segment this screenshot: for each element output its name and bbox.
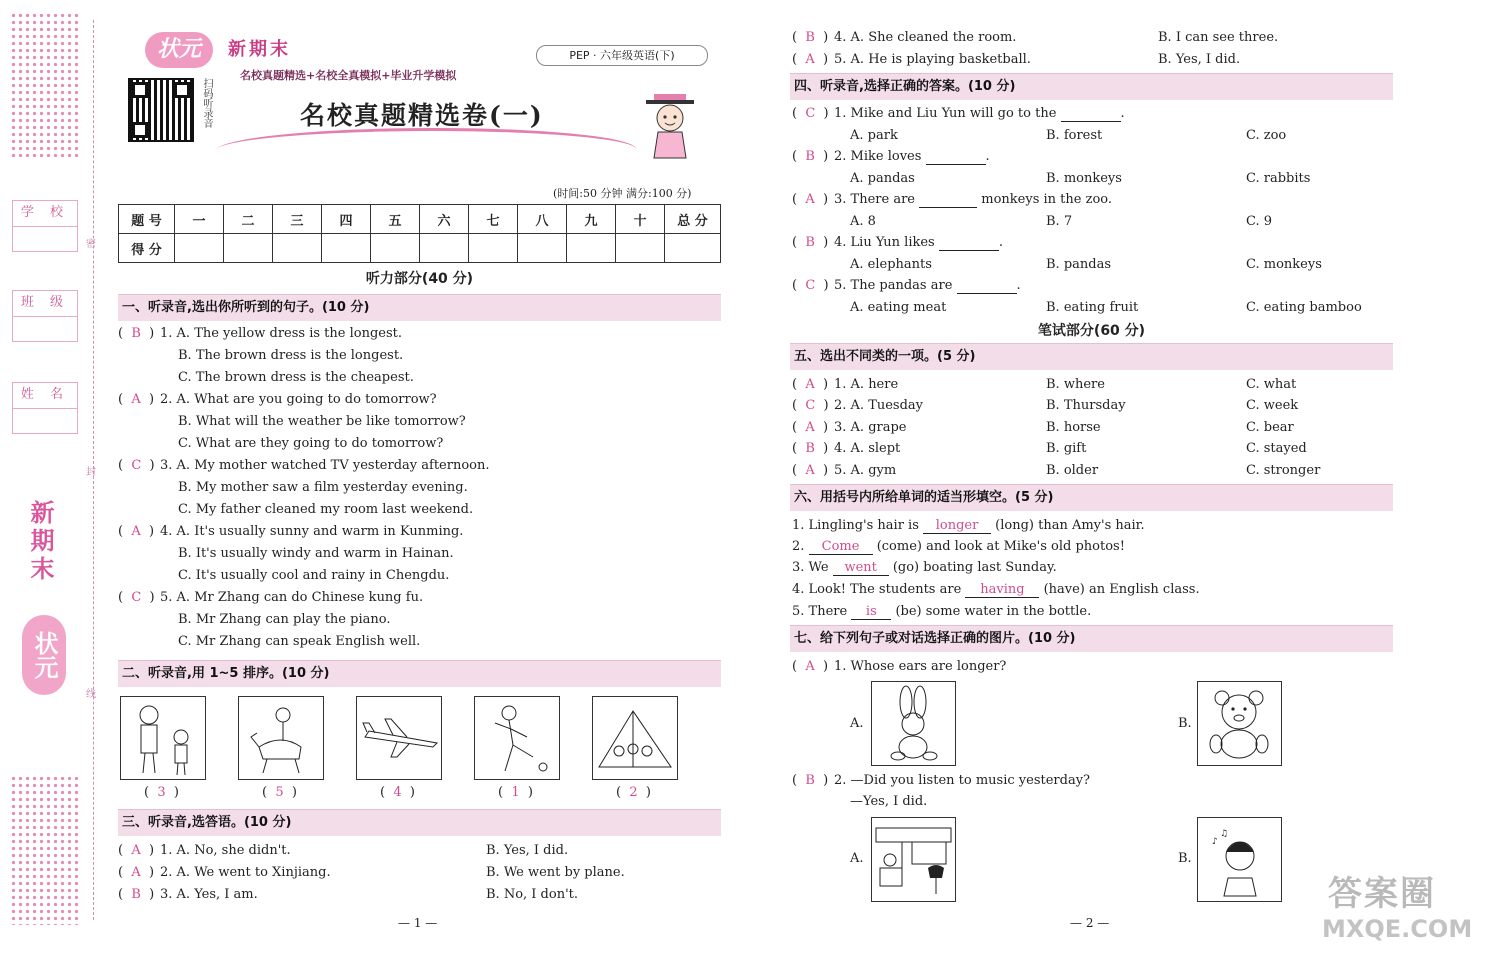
option: B. Thursday bbox=[1046, 398, 1126, 413]
option-line: C. What are they going to do tomorrow? bbox=[178, 436, 444, 451]
score-input[interactable] bbox=[567, 234, 616, 263]
fill-row bbox=[792, 539, 1125, 555]
option-a: 1. A. No, she didn't. bbox=[160, 843, 291, 858]
vertical-brand: 新期末 bbox=[26, 500, 54, 584]
fill-row bbox=[792, 604, 1091, 620]
brand-title: 新期末 bbox=[228, 39, 291, 60]
seal-mark-3: 线 bbox=[86, 689, 96, 700]
question-row: ( B ) bbox=[118, 326, 155, 341]
option: B. eating fruit bbox=[1046, 300, 1139, 315]
option: B. forest bbox=[1046, 128, 1103, 143]
score-cell: 八 bbox=[518, 205, 567, 234]
score-value-row bbox=[119, 234, 721, 263]
class-field[interactable] bbox=[12, 290, 78, 342]
picture-label-a: A. bbox=[850, 716, 864, 731]
option-line: C. My father cleaned my room last weekend. bbox=[178, 502, 474, 517]
answer-mark: A bbox=[131, 392, 141, 407]
order-answer: ( 3 ) bbox=[144, 785, 179, 800]
option-line: 3. A. My mother watched TV yesterday afternoon. bbox=[160, 458, 490, 473]
order-number: 3 bbox=[157, 785, 166, 800]
score-cell: 七 bbox=[469, 205, 518, 234]
option-line: B. It's usually windy and warm in Hainan. bbox=[178, 546, 454, 561]
fill-row bbox=[792, 518, 1145, 534]
score-input[interactable] bbox=[322, 234, 371, 263]
teddy-bear-icon[interactable] bbox=[1197, 681, 1282, 766]
answer-mark: A bbox=[805, 192, 815, 207]
watermark-url: MXQE.COM bbox=[1322, 915, 1473, 943]
question-row: ( C ) bbox=[792, 106, 829, 121]
option: C. 9 bbox=[1246, 214, 1273, 229]
logo-badge: 状元 bbox=[145, 32, 213, 68]
name-field[interactable] bbox=[12, 382, 78, 434]
option-line: C. It's usually cool and rainy in Chengdu. bbox=[178, 568, 450, 583]
picture-label-b: B. bbox=[1178, 716, 1192, 731]
answer-mark: A bbox=[805, 420, 815, 435]
option: 1. A. here bbox=[834, 377, 899, 392]
section-5-header: 五、选出不同类的一项。(5 分) bbox=[790, 343, 1393, 370]
score-cell: 二 bbox=[224, 205, 273, 234]
score-input[interactable] bbox=[469, 234, 518, 263]
score-input[interactable] bbox=[175, 234, 224, 263]
tent-camping-icon[interactable] bbox=[592, 696, 678, 780]
question-text bbox=[834, 106, 1125, 122]
order-number: 4 bbox=[393, 785, 402, 800]
option: C. week bbox=[1246, 398, 1299, 413]
written-part-title: 笔试部分(60 分) bbox=[1037, 323, 1146, 339]
option: A. pandas bbox=[850, 171, 915, 186]
answer-mark: A bbox=[805, 463, 815, 478]
question-row: ( A ) bbox=[792, 463, 829, 478]
blank[interactable] bbox=[926, 149, 986, 165]
option-b: B. We went by plane. bbox=[486, 865, 625, 880]
section-7-header: 七、给下列句子或对话选择正确的图片。(10 分) bbox=[790, 625, 1393, 652]
question-tail: . bbox=[998, 235, 1003, 250]
option-line: 5. A. Mr Zhang can do Chinese kung fu. bbox=[160, 590, 424, 605]
question-row: ( A ) bbox=[792, 659, 829, 674]
score-input[interactable] bbox=[224, 234, 273, 263]
question-stem: 5. The pandas are bbox=[834, 278, 953, 293]
question-tail: . bbox=[1016, 278, 1021, 293]
score-cell: 三 bbox=[273, 205, 322, 234]
section-1-header: 一、听录音,选出你所听到的句子。(10 分) bbox=[118, 294, 721, 321]
girl-playing-icon[interactable] bbox=[474, 696, 560, 780]
fill-suffix: (be) some water in the bottle. bbox=[895, 604, 1092, 619]
question-row: ( C ) bbox=[118, 458, 155, 473]
listening-part-title: 听力部分(40 分) bbox=[365, 271, 474, 287]
question-row: ( C ) bbox=[118, 590, 155, 605]
option: C. what bbox=[1246, 377, 1297, 392]
boy-listening-music-icon[interactable] bbox=[1197, 817, 1282, 902]
fill-row bbox=[792, 560, 1057, 576]
option: B. monkeys bbox=[1046, 171, 1122, 186]
answer-mark: B bbox=[805, 773, 815, 788]
option-b: B. I can see three. bbox=[1158, 30, 1279, 45]
seal-mark-2: 封 bbox=[86, 467, 96, 478]
section-2-header: 二、听录音,用 1~5 排序。(10 分) bbox=[118, 660, 721, 687]
question-row: ( A ) bbox=[792, 192, 829, 207]
answer-mark: C bbox=[131, 590, 142, 605]
blank[interactable] bbox=[919, 192, 977, 208]
fill-suffix: (have) an English class. bbox=[1043, 582, 1200, 597]
question-tail: monkeys in the zoo. bbox=[981, 192, 1113, 207]
fill-prefix: 1. Lingling's hair is bbox=[792, 518, 919, 533]
option-a: 2. A. We went to Xinjiang. bbox=[160, 865, 331, 880]
school-label: 学 校 bbox=[13, 201, 77, 227]
question-row: ( B ) bbox=[792, 773, 829, 788]
option: B. horse bbox=[1046, 420, 1101, 435]
order-number: 1 bbox=[511, 785, 520, 800]
fill-answer[interactable]: Come bbox=[809, 539, 873, 555]
title-swoosh bbox=[216, 128, 644, 150]
exam-title: 名校真题精选卷(一) bbox=[300, 101, 544, 130]
fill-prefix: 3. We bbox=[792, 560, 829, 575]
fill-prefix: 2. bbox=[792, 539, 805, 554]
option: 5. A. gym bbox=[834, 463, 897, 478]
question-row: ( A ) bbox=[118, 392, 155, 407]
question-row: ( B ) bbox=[118, 887, 155, 902]
option: B. 7 bbox=[1046, 214, 1073, 229]
score-cell: 十 bbox=[616, 205, 665, 234]
answer-mark: A bbox=[131, 524, 141, 539]
option-b: B. No, I don't. bbox=[486, 887, 579, 902]
question-row: ( B ) bbox=[792, 441, 829, 456]
name-label: 姓 名 bbox=[13, 383, 77, 409]
question-tail: . bbox=[1120, 106, 1125, 121]
option-b: B. Yes, I did. bbox=[1158, 52, 1241, 67]
question-text bbox=[834, 235, 1003, 251]
fill-prefix: 5. There bbox=[792, 604, 848, 619]
answer-mark: A bbox=[805, 377, 815, 392]
score-table bbox=[118, 204, 721, 263]
option: B. pandas bbox=[1046, 257, 1112, 272]
fill-answer[interactable]: is bbox=[851, 604, 891, 620]
svg-text:♪: ♪ bbox=[1212, 837, 1218, 847]
score-cell: 总 分 bbox=[665, 205, 721, 234]
question-row: ( B ) bbox=[792, 30, 829, 45]
score-header-row bbox=[119, 205, 721, 234]
option: 3. A. grape bbox=[834, 420, 907, 435]
question-row: ( C ) bbox=[792, 398, 829, 413]
score-input[interactable] bbox=[518, 234, 567, 263]
score-input[interactable] bbox=[616, 234, 665, 263]
option: C. bear bbox=[1246, 420, 1294, 435]
question-text bbox=[834, 192, 1112, 208]
option: B. where bbox=[1046, 377, 1105, 392]
option-line: B. What will the weather be like tomorrow? bbox=[178, 414, 466, 429]
decor-dots-top bbox=[10, 12, 82, 157]
option: C. zoo bbox=[1246, 128, 1287, 143]
option: C. rabbits bbox=[1246, 171, 1311, 186]
option: 2. A. Tuesday bbox=[834, 398, 924, 413]
girl-on-horse-icon[interactable] bbox=[238, 696, 324, 780]
section-6-header: 六、用括号内所给单词的适当形填空。(5 分) bbox=[790, 484, 1393, 511]
option-a: 4. A. She cleaned the room. bbox=[834, 30, 1017, 45]
mascot-icon bbox=[640, 92, 700, 160]
answer-mark: B bbox=[131, 326, 141, 341]
option-line: B. My mother saw a film yesterday evening. bbox=[178, 480, 468, 495]
option-b: B. Yes, I did. bbox=[486, 843, 569, 858]
order-answer: ( 4 ) bbox=[380, 785, 415, 800]
question-row: ( C ) bbox=[792, 278, 829, 293]
blank[interactable] bbox=[1061, 106, 1121, 122]
fill-suffix: (go) boating last Sunday. bbox=[892, 560, 1057, 575]
option: C. monkeys bbox=[1246, 257, 1322, 272]
watermark-text: 答案圈 bbox=[1328, 874, 1436, 914]
qr-code[interactable] bbox=[128, 78, 194, 142]
rabbit-toy-icon[interactable] bbox=[871, 681, 956, 766]
blank[interactable] bbox=[939, 235, 999, 251]
seal-mark-1: 密 bbox=[86, 239, 96, 250]
time-info: (时间:50 分钟 满分:100 分) bbox=[553, 187, 692, 200]
option: C. stronger bbox=[1246, 463, 1321, 478]
option: B. gift bbox=[1046, 441, 1087, 456]
option: C. stayed bbox=[1246, 441, 1307, 456]
option: C. eating bamboo bbox=[1246, 300, 1362, 315]
fill-suffix: (come) and look at Mike's old photos! bbox=[876, 539, 1125, 554]
option-line: B. The brown dress is the longest. bbox=[178, 348, 404, 363]
question-row: ( A ) bbox=[118, 524, 155, 539]
class-label: 班 级 bbox=[13, 291, 77, 317]
answer-mark: C bbox=[805, 106, 816, 121]
page-number: — 2 — bbox=[1070, 916, 1110, 930]
score-cell: 题 号 bbox=[119, 205, 175, 234]
score-input[interactable] bbox=[371, 234, 420, 263]
question-row: ( A ) bbox=[792, 52, 829, 67]
option: B. older bbox=[1046, 463, 1099, 478]
option: A. eating meat bbox=[850, 300, 947, 315]
answer-mark: B bbox=[805, 441, 815, 456]
order-answer: ( 1 ) bbox=[498, 785, 533, 800]
score-input[interactable] bbox=[273, 234, 322, 263]
scan-label: 扫码听录音 bbox=[201, 78, 212, 128]
question-row: ( A ) bbox=[792, 377, 829, 392]
answer-mark: A bbox=[805, 52, 815, 67]
option-line: 2. A. What are you going to do tomorrow? bbox=[160, 392, 437, 407]
answer-mark: B bbox=[805, 30, 815, 45]
question-tail: . bbox=[985, 149, 990, 164]
question-stem: 3. There are bbox=[834, 192, 915, 207]
question-text: 1. Whose ears are longer? bbox=[834, 659, 1007, 674]
section-4-header: 四、听录音,选择正确的答案。(10 分) bbox=[790, 73, 1393, 100]
answer-mark: C bbox=[805, 398, 816, 413]
school-field[interactable] bbox=[12, 200, 78, 252]
fill-row bbox=[792, 582, 1200, 598]
fill-answer[interactable]: longer bbox=[923, 518, 991, 534]
score-input[interactable] bbox=[665, 234, 721, 263]
answer-mark: B bbox=[805, 235, 815, 250]
answer-mark: C bbox=[131, 458, 142, 473]
order-answer: ( 5 ) bbox=[262, 785, 297, 800]
answer-mark: A bbox=[805, 659, 815, 674]
section-3-header: 三、听录音,选答语。(10 分) bbox=[118, 809, 721, 836]
option-line: B. Mr Zhang can play the piano. bbox=[178, 612, 391, 627]
answer-mark: B bbox=[805, 149, 815, 164]
question-stem: 1. Mike and Liu Yun will go to the bbox=[834, 106, 1057, 121]
answer-mark: B bbox=[131, 887, 141, 902]
picture-label-b: B. bbox=[1178, 851, 1192, 866]
score-cell: 六 bbox=[420, 205, 469, 234]
question-stem: 2. Mike loves bbox=[834, 149, 922, 164]
question-row: ( A ) bbox=[792, 420, 829, 435]
question-stem: 4. Liu Yun likes bbox=[834, 235, 935, 250]
option-line: C. The brown dress is the cheapest. bbox=[178, 370, 414, 385]
answer-mark: C bbox=[805, 278, 816, 293]
fill-prefix: 4. Look! The students are bbox=[792, 582, 962, 597]
question-text: 2. —Did you listen to music yesterday? bbox=[834, 773, 1091, 788]
fill-answer[interactable]: went bbox=[833, 560, 889, 576]
option-a: 3. A. Yes, I am. bbox=[160, 887, 258, 902]
watching-tv-room-icon[interactable] bbox=[871, 817, 956, 902]
option: 4. A. slept bbox=[834, 441, 901, 456]
airplane-icon[interactable] bbox=[356, 696, 442, 780]
option: A. 8 bbox=[850, 214, 876, 229]
score-cell: 五 bbox=[371, 205, 420, 234]
option: A. elephants bbox=[850, 257, 932, 272]
option-line: 1. A. The yellow dress is the longest. bbox=[160, 326, 402, 341]
option-a: 5. A. He is playing basketball. bbox=[834, 52, 1031, 67]
score-cell: 一 bbox=[175, 205, 224, 234]
score-cell: 九 bbox=[567, 205, 616, 234]
order-answer: ( 2 ) bbox=[616, 785, 651, 800]
question-reply: —Yes, I did. bbox=[850, 794, 928, 809]
fill-answer[interactable]: having bbox=[965, 582, 1039, 598]
header-subtitle: 名校真题精选+名校全真模拟+毕业升学模拟 bbox=[240, 69, 457, 82]
question-row: ( A ) bbox=[118, 865, 155, 880]
score-input[interactable] bbox=[420, 234, 469, 263]
option-line: C. Mr Zhang can speak English well. bbox=[178, 634, 421, 649]
answer-mark: A bbox=[131, 865, 141, 880]
blank[interactable] bbox=[957, 278, 1017, 294]
question-row: ( A ) bbox=[118, 843, 155, 858]
answer-mark: A bbox=[131, 843, 141, 858]
order-number: 5 bbox=[275, 785, 284, 800]
order-number: 2 bbox=[629, 785, 638, 800]
score-cell: 得 分 bbox=[119, 234, 175, 263]
option: A. park bbox=[850, 128, 898, 143]
father-and-son-icon[interactable] bbox=[120, 696, 206, 780]
grade-tag: PEP · 六年级英语(下) bbox=[536, 45, 708, 66]
question-text bbox=[834, 278, 1021, 294]
question-row: ( B ) bbox=[792, 149, 829, 164]
option-line: 4. A. It's usually sunny and warm in Kunming. bbox=[160, 524, 464, 539]
page-number: — 1 — bbox=[398, 916, 438, 930]
question-text bbox=[834, 149, 990, 165]
svg-text:♫: ♫ bbox=[1220, 829, 1229, 839]
vertical-logo: 状元 bbox=[22, 615, 66, 695]
fill-suffix: (long) than Amy's hair. bbox=[995, 518, 1145, 533]
question-row: ( B ) bbox=[792, 235, 829, 250]
score-cell: 四 bbox=[322, 205, 371, 234]
picture-label-a: A. bbox=[850, 851, 864, 866]
decor-dots-bottom bbox=[10, 775, 82, 925]
